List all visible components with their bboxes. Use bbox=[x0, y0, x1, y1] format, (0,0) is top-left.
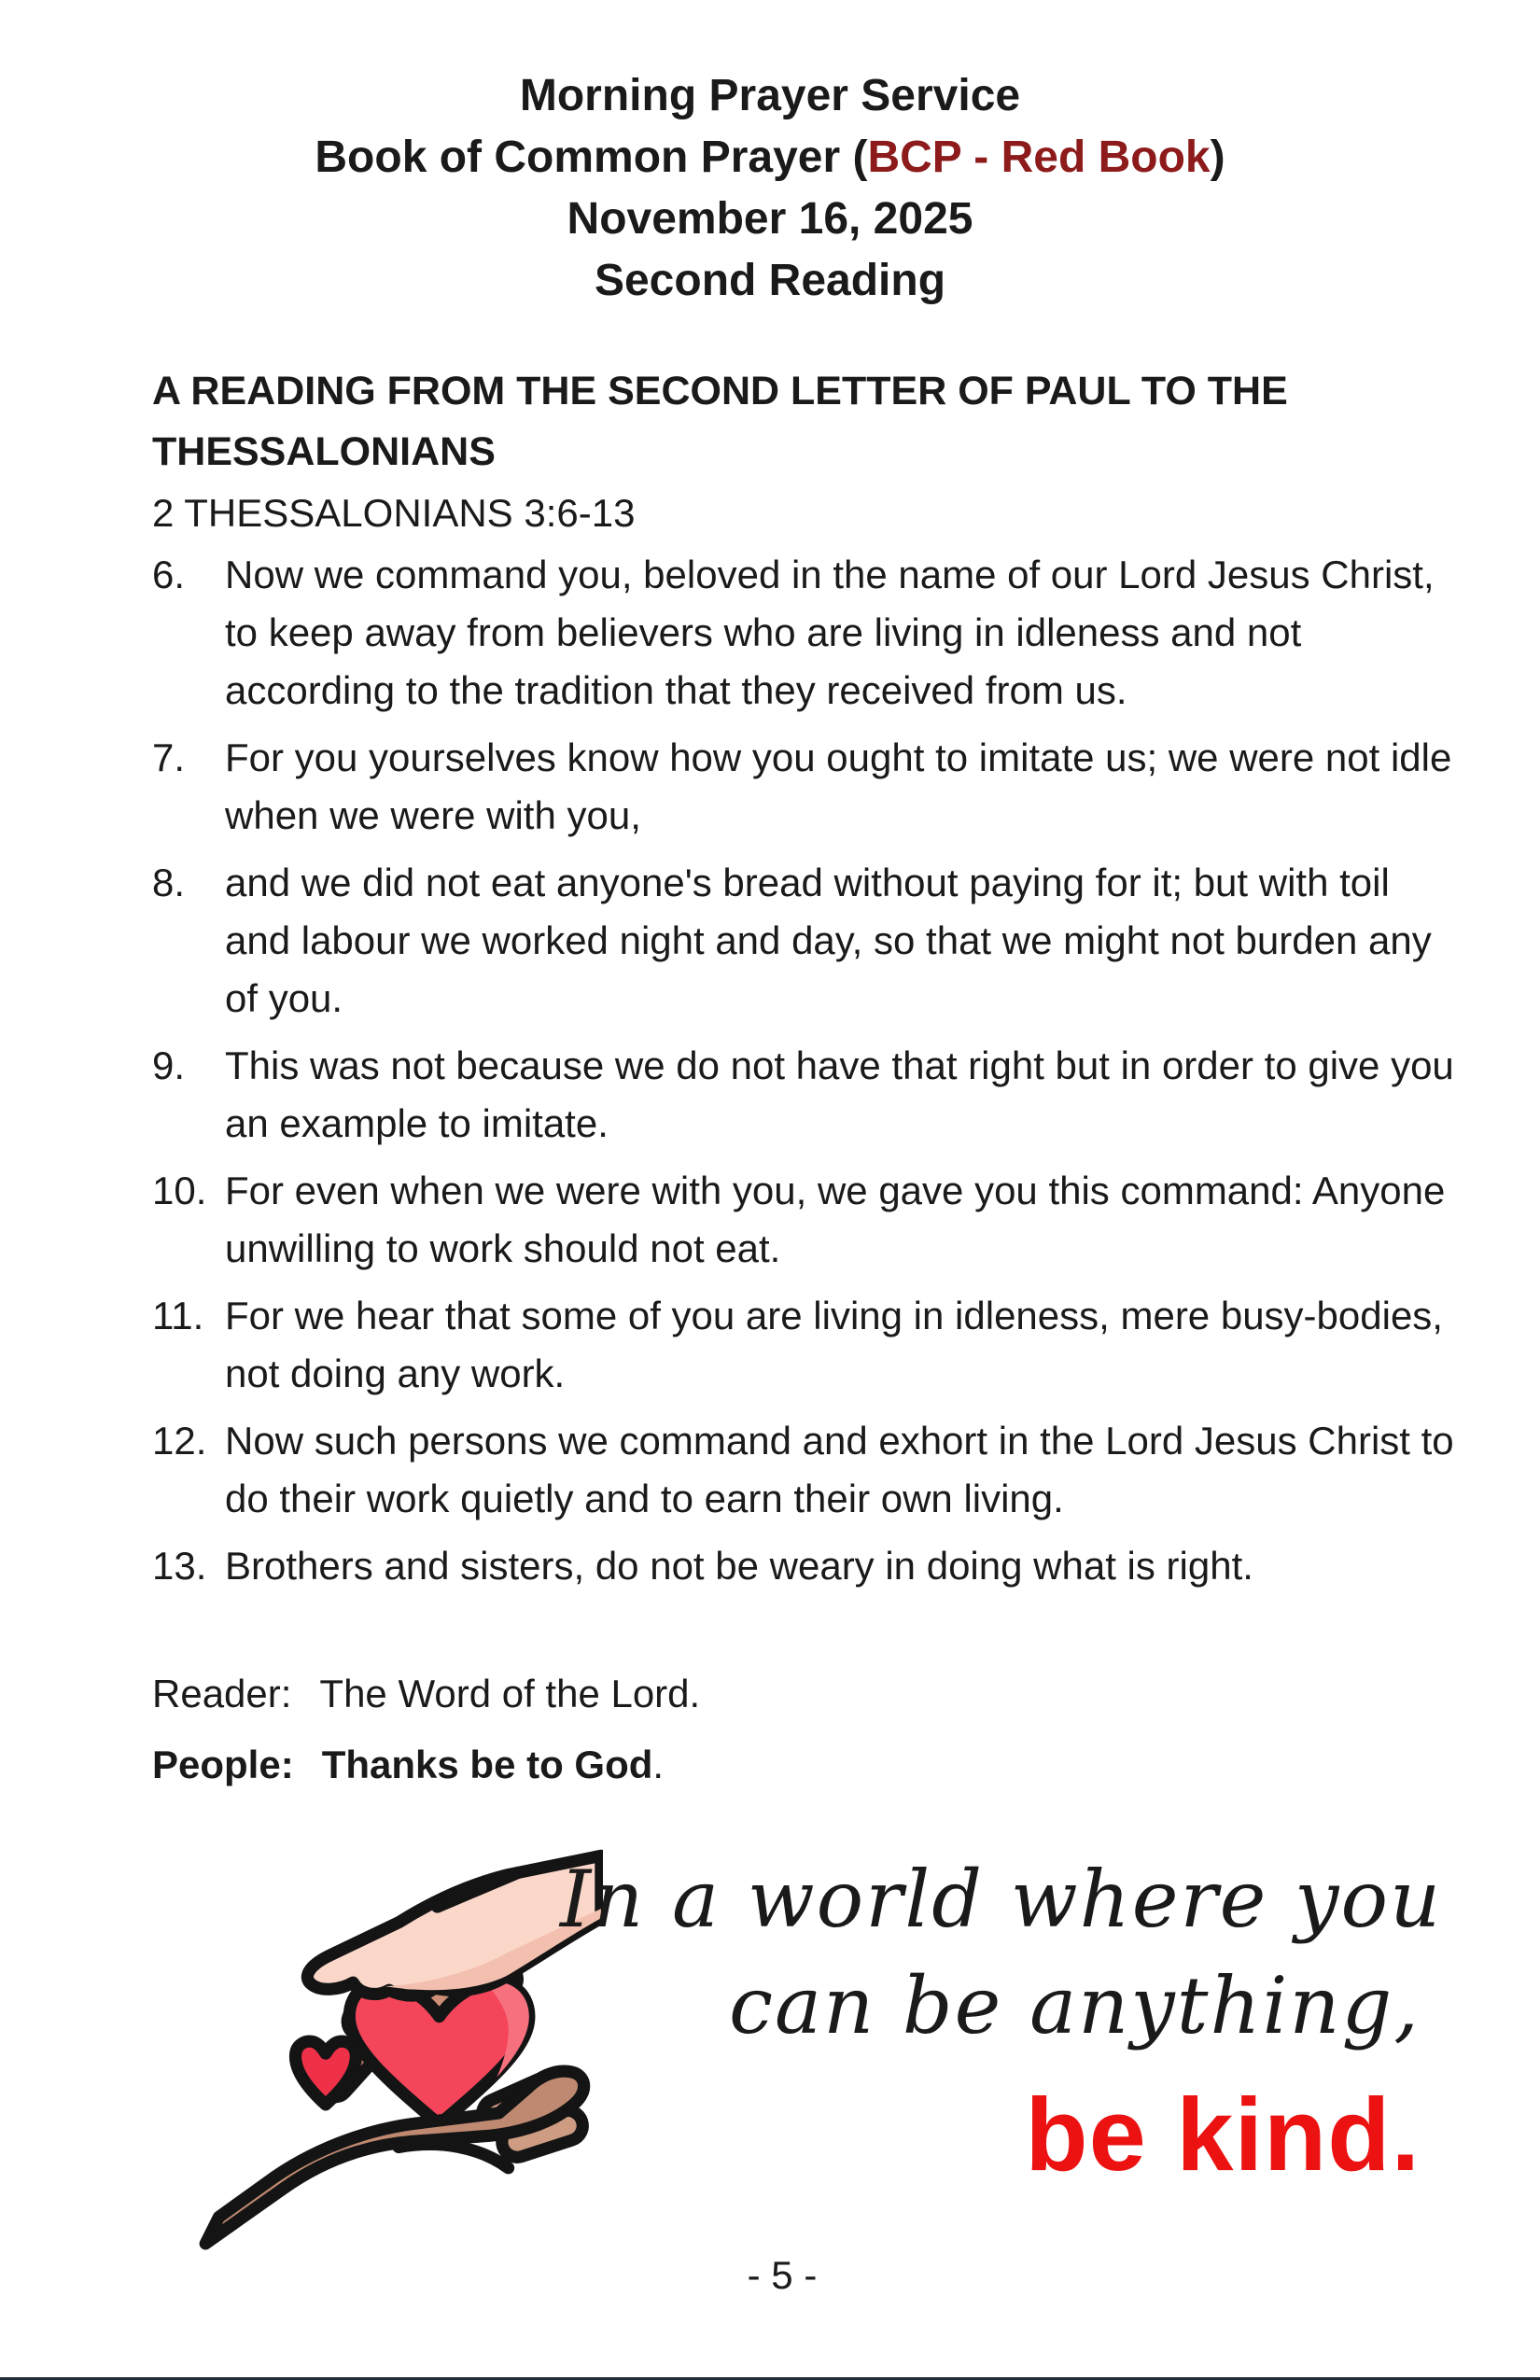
bottom-hand-thumb-line bbox=[399, 2144, 509, 2167]
reading-heading: A READING FROM THE SECOND LETTER OF PAUL TO THE THESSALONIANS bbox=[152, 369, 1288, 474]
people-text: Thanks be to God bbox=[321, 1743, 653, 1786]
verse-text: Now we command you, beloved in the name of our Lord Jesus Christ, to keep away from believers who are living in idleness and not according to the tradition that they received from us. bbox=[225, 553, 1435, 712]
reader-text: The Word of the Lord. bbox=[319, 1672, 701, 1715]
verse-row bbox=[152, 1537, 1454, 1595]
verse-number: 12. bbox=[152, 1419, 207, 1463]
illustration-outlines bbox=[205, 1855, 601, 2244]
verse-number: 8. bbox=[152, 861, 186, 904]
scripture-reference: 2 THESSALONIANS 3:6-13 bbox=[152, 491, 636, 535]
book-title-prefix: Book of Common Prayer ( bbox=[315, 133, 868, 182]
quote-line-2: can be anything, bbox=[728, 1960, 1421, 2051]
be-kind-words: be kind bbox=[1025, 2078, 1392, 2192]
verse-row bbox=[152, 729, 1454, 845]
kindness-quote bbox=[560, 1846, 1443, 2192]
verse-row bbox=[152, 1412, 1454, 1528]
quote-line-1: In a world where you bbox=[560, 1854, 1443, 1945]
verse-row bbox=[152, 1287, 1454, 1403]
verse-row bbox=[152, 854, 1454, 1028]
reading-label: Second Reading bbox=[594, 256, 946, 305]
verse-number: 13. bbox=[152, 1544, 207, 1588]
people-response bbox=[152, 1736, 1454, 1794]
reader-label: Reader: bbox=[152, 1672, 292, 1715]
verse-list bbox=[152, 546, 1454, 1595]
verse-row bbox=[152, 546, 1454, 720]
verse-text: For we hear that some of you are living in idleness, mere busy-bodies, not doing any work. bbox=[225, 1294, 1443, 1395]
verse-number: 9. bbox=[152, 1043, 186, 1087]
book-title-line bbox=[0, 127, 1540, 189]
verse-text: Brothers and sisters, do not be weary in doing what is right. bbox=[225, 1544, 1253, 1588]
book-title-red: BCP - Red Book bbox=[867, 133, 1211, 182]
be-kind-text bbox=[560, 2078, 1421, 2192]
hands-heart-illustration bbox=[196, 1835, 603, 2251]
people-label: People: bbox=[152, 1743, 294, 1786]
verse-row bbox=[152, 1037, 1454, 1153]
book-title-suffix: ) bbox=[1210, 133, 1225, 182]
verse-number: 10. bbox=[152, 1169, 207, 1212]
responses-block bbox=[152, 1665, 1454, 1794]
be-kind-period: . bbox=[1391, 2078, 1421, 2192]
verse-row bbox=[152, 1162, 1454, 1278]
page-number: - 5 - bbox=[747, 2253, 818, 2297]
verse-number: 7. bbox=[152, 735, 186, 779]
verse-text: This was not because we do not have that right but in order to give you an example to imitate. bbox=[225, 1043, 1454, 1145]
title-block bbox=[0, 65, 1540, 312]
people-suffix: . bbox=[652, 1743, 665, 1786]
verse-number: 6. bbox=[152, 553, 186, 596]
service-date: November 16, 2025 bbox=[567, 194, 973, 244]
verse-text: For even when we were with you, we gave you this command: Anyone unwilling to work should not eat. bbox=[225, 1169, 1446, 1270]
reader-response bbox=[152, 1665, 1454, 1723]
verse-text: Now such persons we command and exhort in the Lord Jesus Christ to do their work quietly and to earn their own living. bbox=[225, 1419, 1454, 1520]
verse-text: For you yourselves know how you ought to imitate us; we were not idle when we were with you, bbox=[225, 735, 1452, 837]
service-title: Morning Prayer Service bbox=[519, 71, 1021, 120]
verse-number: 11. bbox=[152, 1294, 204, 1337]
verse-text: and we did not eat anyone's bread without paying for it; but with toil and labour we worked night and day, so that we might not burden any of you. bbox=[225, 861, 1432, 1020]
